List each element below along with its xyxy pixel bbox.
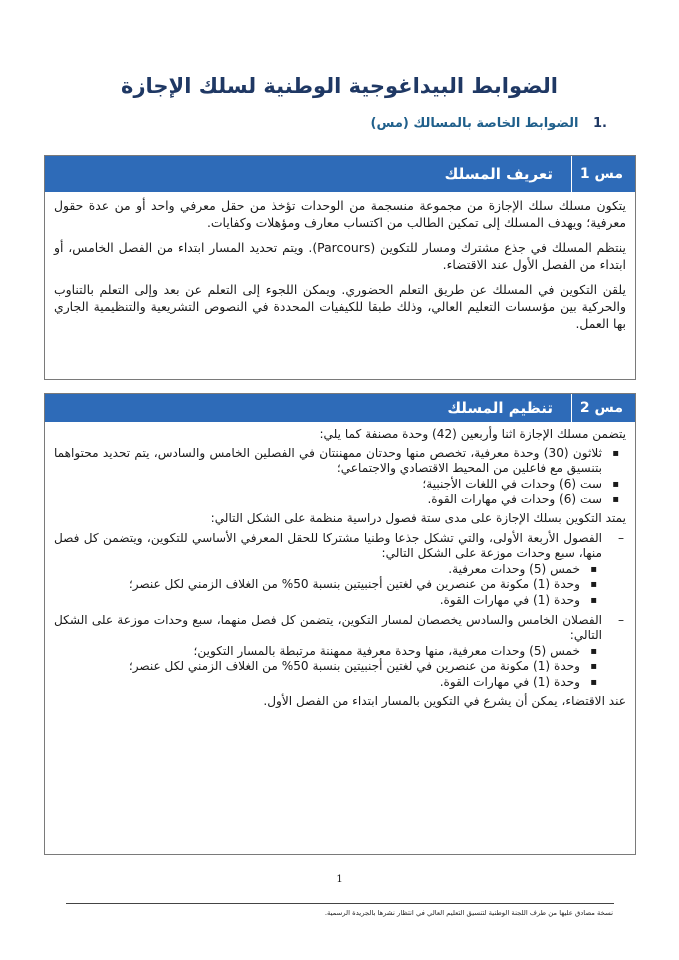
rule-box-2 [44,393,636,855]
dash-item [54,531,626,609]
paragraph: يلقن التكوين في المسلك عن طريق التعلم الحضوري. ويمكن اللجوء إلى التعلم عن بعد وإلى التعلم بالتناوب والحركية بين مؤسسات التعليم العالي، وذلك طبقا للكيفيات المحددة في النصوص التشريعية والتنظيمية الجاري بها العمل. [54,282,626,331]
rule-box-1 [44,155,636,380]
list-item: ▪ ست (6) وحدات في اللغات الأجنبية؛ [54,477,602,493]
rule-title: تنظيم المسلك [447,399,553,417]
section-label: الضوابط الخاصة بالمسالك (مس) [370,116,579,131]
paragraph: يتضمن مسلك الإجازة اثنا وأربعين (42) وحدة مصنفة كما يلي: [319,427,626,441]
list-item: ▪ وحدة (1) في مهارات القوة. [54,675,580,691]
list-item: ▪ خمس (5) وحدات معرفية، منها وحدة معرفية ممهننة مرتبطة بالمسار التكوين؛ [54,644,580,660]
page-title: الضوابط البيداغوجية الوطنية لسلك الإجازة [121,74,558,98]
rule-box-2-content [45,422,635,709]
paragraph: عند الاقتضاء، يمكن أن يشرع في التكوين بالمسار ابتداء من الفصل الأول. [263,693,626,708]
dash-item-text: – الفصول الأربعة الأولى، والتي تشكل جذعا وطنيا مشتركا للحقل المعرفي الأساسي للتكوين، ويتضمن كل فصل منها، سبع وحدات موزعة على الشكل التالي: [54,530,602,561]
rule-box-1-content [45,192,635,332]
bullet-list [54,446,626,508]
paragraph: يمتد التكوين بسلك الإجازة على مدى ستة فصول دراسية منظمة على الشكل التالي: [210,510,626,525]
dash-item-text: – الفصلان الخامس والسادس يخصصان لمسار التكوين، يتضمن كل فصل منهما، سبع وحدات موزعة على الشكل التالي: [54,612,602,643]
rule-box-2-header [45,394,635,422]
bullet-list [54,644,602,691]
list-item: ▪ ثلاثون (30) وحدة معرفية، تخصص منها وحدتان ممهننتان في الفصلين الخامس والسادس، يتم تحديد محتواهما بتنسيق مع فاعلين من المحيط الاقتصادي والاجتماعي؛ [54,446,602,477]
footer-divider [66,903,614,904]
rule-code: مس 1 [571,156,635,192]
paragraph: يتكون مسلك سلك الإجازة من مجموعة منسجمة من الوحدات تؤخذ من حقل معرفي واحد أو من عدة حقول معرفية؛ ويهدف المسلك إلى تمكين الطالب من اكتساب معارف ومؤهلات وكفايات. [54,198,626,230]
section-number: .1 [593,116,607,131]
list-item: ▪ وحدة (1) مكونة من عنصرين في لغتين أجنبيتين بنسبة 50% من الغلاف الزمني لكل عنصر؛ [54,577,580,593]
paragraph: ينتظم المسلك في جذع مشترك ومسار للتكوين (Parcours). ويتم تحديد المسار ابتداء من الفصل الخامس، أو ابتداء من الفصل الأول عند الاقتضاء. [54,240,626,272]
page-number: 1 [336,874,343,885]
rule-box-1-header [45,156,635,192]
list-item: ▪ ست (6) وحدات في مهارات القوة. [54,492,602,508]
rule-title: تعريف المسلك [444,165,553,183]
list-item: ▪ خمس (5) وحدات معرفية. [54,562,580,578]
dash-item [54,613,626,691]
bullet-list [54,562,602,609]
rule-code: مس 2 [571,394,635,422]
section-heading [371,116,607,131]
footer-note: نسخة مصادق عليها من طرف اللجنة الوطنية لتنسيق التعليم العالي في انتظار نشرها بالجريدة الرسمية. [324,909,613,917]
list-item: ▪ وحدة (1) في مهارات القوة. [54,593,580,609]
list-item: ▪ وحدة (1) مكونة من عنصرين في لغتين أجنبيتين بنسبة 50% من الغلاف الزمني لكل عنصر؛ [54,659,580,675]
